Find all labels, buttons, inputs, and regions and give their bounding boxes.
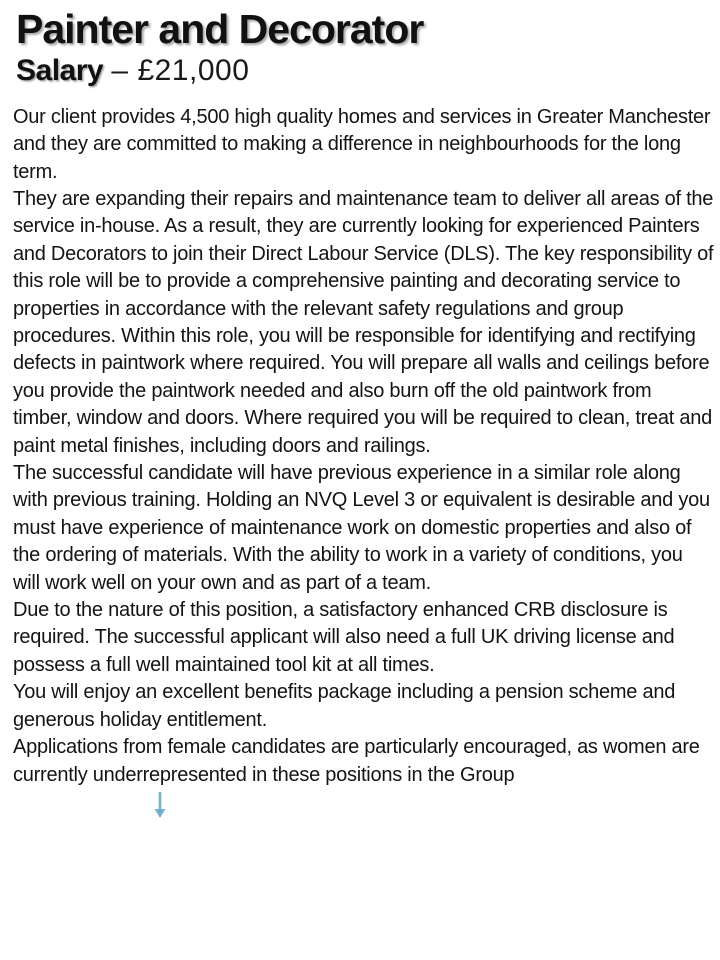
page-title: Painter and Decorator	[16, 6, 424, 52]
paragraph-benefits: You will enjoy an excellent benefits package including a pension scheme and generous holiday entitlement.	[13, 681, 676, 731]
down-arrow-cursor-icon	[153, 791, 167, 819]
paragraph-intro: Our client provides 4,500 high quality homes and services in Greater Manchester and they are committed to making a difference in neighbourhoods for the long term.	[13, 105, 711, 183]
job-description	[0, 104, 720, 789]
paragraph-role: They are expanding their repairs and maintenance team to deliver all areas of the service in-house. As a result, they are currently looking for experienced Painters and Decorators to join their Direct Labour Service (DLS). The key responsibility of this role will be to provide a comprehensive painting and decorating service to properties in accordance with the relevant safety regulations and group procedures. Within this role, you will be responsible for identifying and rectifying defects in paintwork where required. You will prepare all walls and ceilings before you provide the paintwork needed and also burn off the old paintwork from timber, window and doors. Where required you will be required to clean, treat and paint metal finishes, including doors and railings.	[13, 187, 714, 457]
paragraph-requirements: Due to the nature of this position, a satisfactory enhanced CRB disclosure is required. The successful applicant will also need a full UK driving license and possess a full well maintained tool kit at all times.	[13, 599, 675, 676]
paragraph-equality: Applications from female candidates are particularly encouraged, as women are currently underrepresented in these positions in the Group	[13, 736, 700, 786]
paragraph-candidate: The successful candidate will have previous experience in a similar role along with previous training. Holding an NVQ Level 3 or equivalent is desirable and you must have experience of maintenance work on domestic properties and also of the ordering of materials. With the ability to work in a variety of conditions, you will work well on your own and as part of a team.	[13, 462, 710, 594]
salary-label: Salary	[16, 54, 104, 88]
salary-value: – £21,000	[111, 54, 250, 88]
salary-line	[0, 54, 720, 89]
